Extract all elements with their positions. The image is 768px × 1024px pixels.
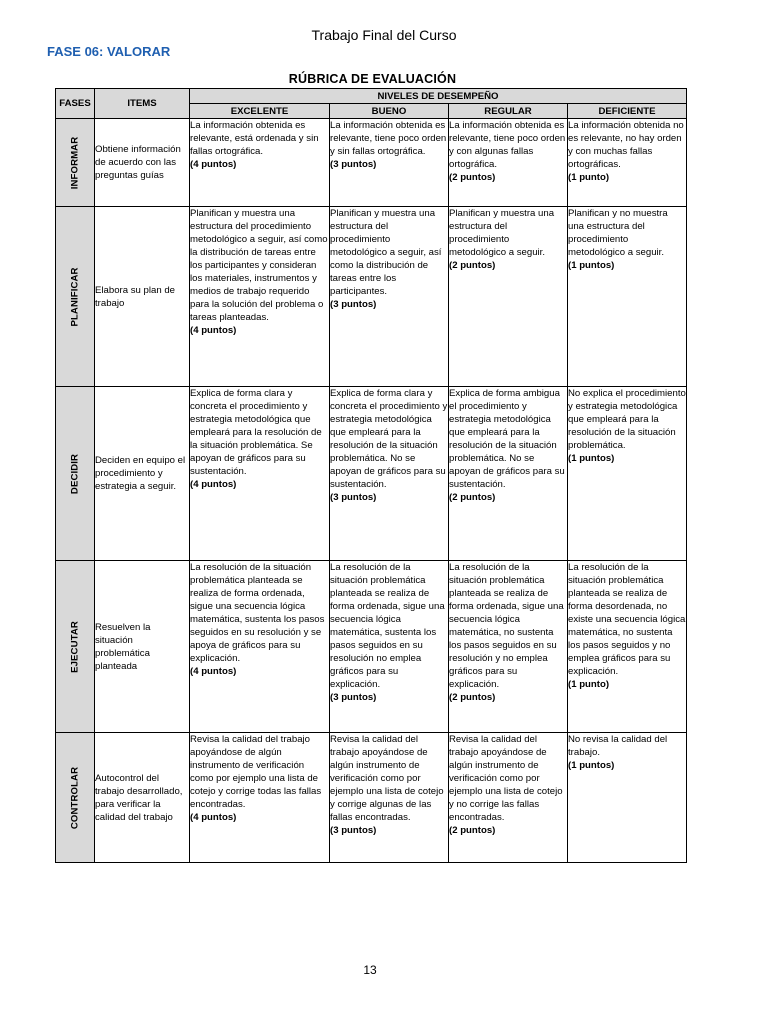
criterion-regular xyxy=(449,561,568,733)
criterion-text: Explica de forma ambigua el procedimiento y estrategia metodológica que empleará para la resolución de la situación problemática. No se apoyan de gráficos para su sustentación. xyxy=(449,388,565,490)
criterion-bueno xyxy=(330,387,449,561)
phase-cell-controlar xyxy=(56,733,95,863)
criterion-text: La información obtenida es relevante, tiene poco orden y sin fallas ortográfica. xyxy=(330,120,447,157)
criterion-points: (2 puntos) xyxy=(449,825,496,836)
column-header-fases: FASES xyxy=(56,89,95,119)
criterion-text: La información obtenida es relevante, tiene poco orden y con algunas fallas ortográfica. xyxy=(449,120,566,170)
criterion-bueno xyxy=(330,119,449,207)
criterion-points: (4 puntos) xyxy=(190,325,237,336)
item-cell: Deciden en equipo el procedimiento y estrategia a seguir. xyxy=(95,387,190,561)
criterion-bueno xyxy=(330,207,449,387)
rubric-table xyxy=(55,88,687,863)
phase-label: PLANIFICAR xyxy=(69,266,81,327)
table-row xyxy=(56,561,687,733)
column-header-niveles: NIVELES DE DESEMPEÑO xyxy=(190,89,687,104)
criterion-text: La información obtenida no es relevante, no hay orden y con muchas fallas ortográficas. xyxy=(568,120,684,170)
phase-cell-ejecutar xyxy=(56,561,95,733)
criterion-points: (1 puntos) xyxy=(568,453,615,464)
criterion-excelente xyxy=(190,387,330,561)
criterion-points: (4 puntos) xyxy=(190,666,237,677)
criterion-excelente xyxy=(190,733,330,863)
criterion-excelente xyxy=(190,561,330,733)
course-title: Trabajo Final del Curso xyxy=(311,27,457,43)
item-cell: Elabora su plan de trabajo xyxy=(95,207,190,387)
criterion-text: La resolución de la situación problemática planteada se realiza de forma desordenada, no existe una secuencia lógica matemática, no sustenta los pasos seguidos y no emplea gráficos para su explicación. xyxy=(568,562,686,677)
level-header-deficiente: DEFICIENTE xyxy=(568,104,687,119)
phase-heading: FASE 06: VALORAR xyxy=(47,44,171,59)
page-number: 13 xyxy=(363,963,377,977)
criterion-points: (3 puntos) xyxy=(330,692,377,703)
phase-cell-informar xyxy=(56,119,95,207)
criterion-regular xyxy=(449,733,568,863)
criterion-text: La resolución de la situación problemática planteada se realiza de forma ordenada, sigue una secuencia lógica matemática, sustenta los pasos seguidos en su resolución no emplea gráficos para su explicación. xyxy=(330,562,445,690)
criterion-points: (3 puntos) xyxy=(330,159,377,170)
criterion-points: (4 puntos) xyxy=(190,159,237,170)
criterion-text: Planifican y muestra una estructura del procedimiento metodológico a seguir. xyxy=(449,208,555,258)
level-header-regular: REGULAR xyxy=(449,104,568,119)
criterion-points: (1 punto) xyxy=(568,679,610,690)
criterion-text: Revisa la calidad del trabajo apoyándose de algún instrumento de verificación como por ejemplo una lista de cotejo y corrige todas las fallas encontradas. xyxy=(190,734,322,810)
criterion-points: (3 puntos) xyxy=(330,825,377,836)
rubric-title: RÚBRICA DE EVALUACIÓN xyxy=(288,72,457,86)
criterion-points: (2 puntos) xyxy=(449,172,496,183)
criterion-text: Planifican y no muestra una estructura del procedimiento metodológico a seguir. xyxy=(568,208,668,258)
phase-cell-planificar xyxy=(56,207,95,387)
criterion-points: (3 puntos) xyxy=(330,492,377,503)
level-header-bueno: BUENO xyxy=(330,104,449,119)
criterion-points: (4 puntos) xyxy=(190,479,237,490)
criterion-regular xyxy=(449,119,568,207)
phase-cell-decidir xyxy=(56,387,95,561)
criterion-points: (4 puntos) xyxy=(190,812,237,823)
item-cell: Resuelven la situación problemática planteada xyxy=(95,561,190,733)
criterion-bueno xyxy=(330,733,449,863)
criterion-points: (2 puntos) xyxy=(449,260,496,271)
phase-label: DECIDIR xyxy=(69,453,81,494)
criterion-deficiente xyxy=(568,733,687,863)
criterion-points: (2 puntos) xyxy=(449,692,496,703)
criterion-text: Explica de forma clara y concreta el procedimiento y estrategia metodológica que empleará para la resolución de la situación problemática. No se apoyan de gráficos para su sustentación. xyxy=(330,388,448,490)
table-row xyxy=(56,119,687,207)
criterion-deficiente xyxy=(568,561,687,733)
criterion-excelente xyxy=(190,119,330,207)
criterion-points: (1 puntos) xyxy=(568,260,615,271)
criterion-deficiente xyxy=(568,119,687,207)
phase-label: CONTROLAR xyxy=(69,766,81,829)
table-row xyxy=(56,387,687,561)
item-cell: Autocontrol del trabajo desarrollado, para verificar la calidad del trabajo xyxy=(95,733,190,863)
criterion-deficiente xyxy=(568,387,687,561)
phase-label: INFORMAR xyxy=(69,136,81,189)
criterion-points: (2 puntos) xyxy=(449,492,496,503)
criterion-text: Planifican y muestra una estructura del procedimiento metodológico a seguir, así como la distribución de tareas entre los participantes. xyxy=(330,208,442,297)
criterion-text: La resolución de la situación problemática planteada se realiza de forma ordenada, sigue una secuencia lógica matemática, no sustenta los pasos seguidos en su resolución y no emplea gráficos para su explicación. xyxy=(449,562,564,690)
table-row xyxy=(56,733,687,863)
criterion-points: (1 puntos) xyxy=(568,760,615,771)
criterion-text: No revisa la calidad del trabajo. xyxy=(568,734,668,758)
criterion-text: No explica el procedimiento y estrategia metodológica que empleará para la resolución de la situación problemática. xyxy=(568,388,686,451)
criterion-deficiente xyxy=(568,207,687,387)
criterion-regular xyxy=(449,387,568,561)
criterion-text: Explica de forma clara y concreta el procedimiento y estrategia metodológica que empleará para la resolución de la situación problemática. Se apoyan de gráficos para su sustentación. xyxy=(190,388,322,477)
criterion-text: Revisa la calidad del trabajo apoyándose de algún instrumento de verificación como por ejemplo una lista de cotejo y no corrige las fallas encontradas. xyxy=(449,734,563,823)
column-header-items: ITEMS xyxy=(95,89,190,119)
criterion-text: La resolución de la situación problemática planteada se realiza de forma ordenada, sigue una secuencia lógica matemática, sustenta los pasos seguidos en su resolución y se apoya de gráficos para su explicación. xyxy=(190,562,325,664)
criterion-points: (3 puntos) xyxy=(330,299,377,310)
criterion-points: (1 punto) xyxy=(568,172,610,183)
table-row xyxy=(56,207,687,387)
criterion-text: Revisa la calidad del trabajo apoyándose de algún instrumento de verificación como por ejemplo una lista de cotejo y corrige algunas de las fallas encontradas. xyxy=(330,734,444,823)
criterion-excelente xyxy=(190,207,330,387)
criterion-regular xyxy=(449,207,568,387)
phase-label: EJECUTAR xyxy=(69,620,81,673)
item-cell: Obtiene información de acuerdo con las preguntas guías xyxy=(95,119,190,207)
criterion-text: La información obtenida es relevante, está ordenada y sin fallas ortográfica. xyxy=(190,120,319,157)
criterion-bueno xyxy=(330,561,449,733)
criterion-text: Planifican y muestra una estructura del procedimiento metodológico a seguir, así como la distribución de tareas entre los participantes y consideran los materiales, instrumentos y medios de trabajo requerido para la solución del problema o tareas planteadas. xyxy=(190,208,328,323)
level-header-excelente: EXCELENTE xyxy=(190,104,330,119)
